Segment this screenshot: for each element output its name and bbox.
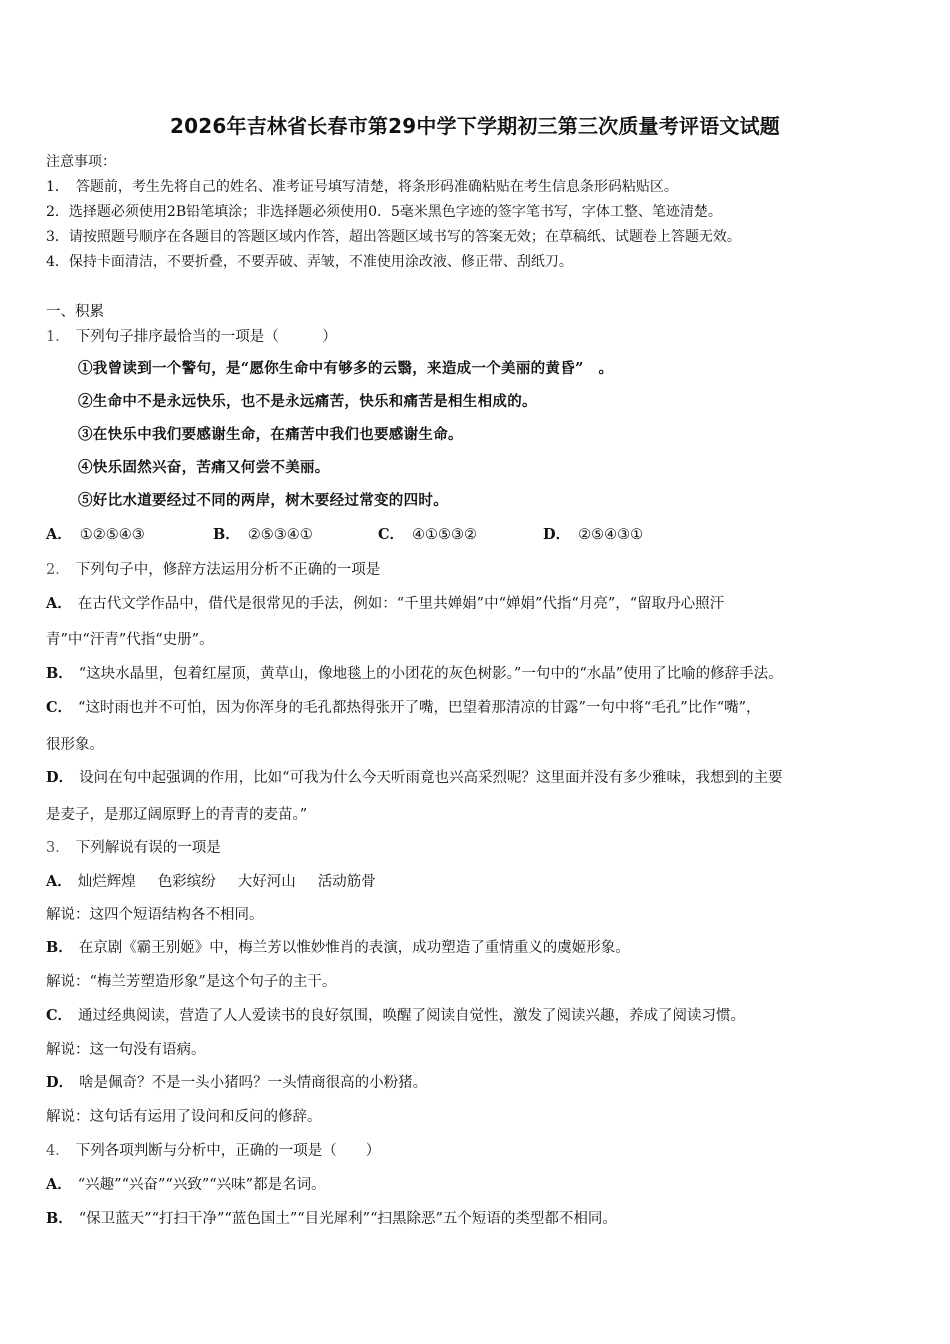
- option-text: “这块水晶里，包着红屋顶，黄草山，像地毯上的小团花的灰色树影。”一句中的“水晶”使用了比喻的修辞手法。: [78, 666, 783, 682]
- q3-explain-c: 解说：这一句没有语病。: [46, 1042, 206, 1058]
- page-title: 2026年吉林省长春市第29中学下学期初三第三次质量考评语文试题: [170, 114, 780, 138]
- q3-option-a: [46, 872, 398, 892]
- q2-option-d-cont: 是麦子，是那辽阔原野上的青青的麦苗。”: [46, 807, 308, 823]
- option-key: C．: [46, 699, 73, 716]
- notice-item: 3．请按照题号顺序在各题目的答题区域内作答，超出答题区域书写的答案无效；在草稿纸、试题卷上答题无效。: [46, 229, 741, 245]
- option-text: ②⑤④③①: [578, 527, 644, 543]
- q4-option-a: [46, 1175, 326, 1195]
- q1-option-d: [543, 524, 643, 546]
- q3-option-d: [46, 1073, 427, 1093]
- question-number: 4．: [46, 1143, 70, 1159]
- option-key: C．: [378, 526, 405, 543]
- option-key: D．: [46, 1074, 74, 1091]
- q4-option-b: [46, 1209, 617, 1229]
- q1-option-c: [378, 524, 477, 546]
- phrase: 色彩缤纷: [157, 874, 216, 890]
- q2-option-a-cont: 青”中“汗青”代指“史册”。: [46, 632, 214, 648]
- option-key: A．: [46, 595, 72, 612]
- q3-option-b: [46, 938, 630, 958]
- q1-option-b: [213, 524, 313, 546]
- option-key: A．: [46, 873, 72, 890]
- q1-sentence: ③在快乐中我们要感谢生命，在痛苦中我们也要感谢生命。: [78, 426, 463, 443]
- q2-option-a: [46, 594, 724, 614]
- q1-sentence: ④快乐固然兴奋，苦痛又何尝不美丽。: [78, 459, 330, 476]
- option-text: 在古代文学作品中，借代是很常见的手法，例如：“千里共婵娟”中“婵娟”代指“月亮”，“留取丹心照汗: [77, 596, 725, 612]
- q1-sentence: ⑤好比水道要经过不同的两岸，树木要经过常变的四时。: [78, 492, 448, 509]
- option-key: D．: [543, 526, 571, 543]
- option-key: B．: [46, 939, 73, 956]
- q2-option-c-cont: 很形象。: [46, 737, 104, 753]
- notice-item: 1． 答题前，考生先将自己的姓名、准考证号填写清楚，将条形码准确粘贴在考生信息条形码粘贴区。: [46, 179, 678, 195]
- phrase: 灿烂辉煌: [77, 874, 136, 890]
- question-text: 下列句子排序最恰当的一项是（ ）: [75, 329, 337, 345]
- phrase: 大好河山: [237, 874, 296, 890]
- option-text: 在京剧《霸王别姬》中，梅兰芳以惟妙惟肖的表演，成功塑造了重情重义的虞姬形象。: [78, 940, 630, 956]
- option-key: D．: [46, 769, 74, 786]
- option-text: 通过经典阅读，营造了人人爱读书的良好氛围，唤醒了阅读自觉性，激发了阅读兴趣，养成了阅读习惯。: [78, 1008, 746, 1024]
- notice-item: 4．保持卡面清洁，不要折叠，不要弄破、弄皱，不准使用涂改液、修正带、刮纸刀。: [46, 254, 573, 270]
- q3-option-c: [46, 1006, 745, 1026]
- option-key: B．: [46, 1210, 73, 1227]
- question-number: 1．: [46, 329, 70, 345]
- question-2-stem: [46, 560, 380, 580]
- question-1-stem: [46, 327, 337, 347]
- option-text: ②⑤③④①: [247, 527, 313, 543]
- q3-explain-a: 解说：这四个短语结构各不相同。: [46, 907, 264, 923]
- q1-sentence: ①我曾读到一个警句，是“愿你生命中有够多的云翳，来造成一个美丽的黄昏” 。: [78, 360, 614, 377]
- option-text: ④①⑤③②: [412, 527, 478, 543]
- q3-explain-b: 解说：“梅兰芳塑造形象”是这个句子的主干。: [46, 974, 337, 990]
- option-key: B．: [213, 526, 240, 543]
- question-3-stem: [46, 838, 221, 858]
- section-heading: 一、积累: [46, 304, 104, 320]
- question-4-stem: [46, 1141, 380, 1161]
- q2-option-c: [46, 698, 761, 718]
- option-text: “这时雨也并不可怕，因为你浑身的毛孔都热得张开了嘴，巴望着那清凉的甘露”一句中将“毛孔”比作“嘴”，: [78, 700, 761, 716]
- option-key: A．: [46, 526, 72, 543]
- q3-explain-d: 解说：这句话有运用了设问和反问的修辞。: [46, 1109, 322, 1125]
- question-number: 3．: [46, 840, 70, 856]
- option-text: 啥是佩奇？不是一头小猪吗？一头情商很高的小粉猪。: [79, 1075, 428, 1091]
- question-text: 下列各项判断与分析中，正确的一项是（ ）: [75, 1143, 381, 1159]
- q2-option-d: [46, 768, 783, 788]
- q2-option-b: [46, 664, 783, 684]
- notice-item: 2．选择题必须使用2B铅笔填涂；非选择题必须使用0．5毫米黑色字迹的签字笔书写，字体工整、笔迹清楚。: [46, 204, 722, 220]
- option-text: “兴趣”“兴奋”“兴致”“兴味”都是名词。: [77, 1177, 326, 1193]
- q1-option-a: [46, 524, 145, 546]
- option-text: 设问在句中起强调的作用，比如“可我为什么今天听雨竟也兴高采烈呢？这里面并没有多少雅味，我想到的主要: [79, 770, 783, 786]
- option-key: C．: [46, 1007, 73, 1024]
- option-text: ①②⑤④③: [79, 527, 145, 543]
- question-text: 下列解说有误的一项是: [75, 840, 221, 856]
- q1-sentence: ②生命中不是永远快乐，也不是永远痛苦，快乐和痛苦是相生相成的。: [78, 393, 537, 410]
- phrase: 活动筋骨: [317, 874, 376, 890]
- option-text: “保卫蓝天”“打扫干净”“蓝色国土”“目光犀利”“扫黑除恶”五个短语的类型都不相同。: [78, 1211, 617, 1227]
- question-number: 2．: [46, 562, 70, 578]
- notice-heading: 注意事项：: [46, 154, 116, 170]
- option-key: B．: [46, 665, 73, 682]
- q1-options: [46, 524, 906, 546]
- option-key: A．: [46, 1176, 72, 1193]
- question-text: 下列句子中，修辞方法运用分析不正确的一项是: [75, 562, 381, 578]
